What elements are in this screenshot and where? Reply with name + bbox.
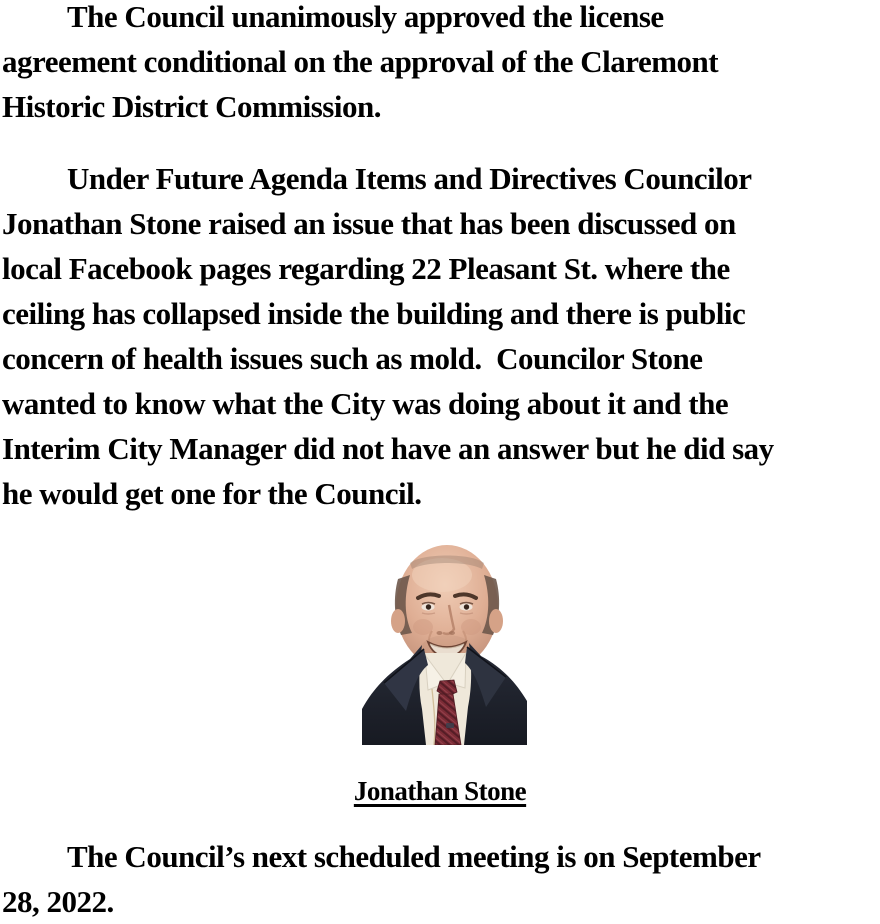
paragraph-next-meeting	[2, 834, 880, 924]
text-line: ceiling has collapsed inside the building and there is public	[2, 296, 746, 331]
photo-caption	[0, 774, 880, 808]
text-line: local Facebook pages regarding 22 Pleasant St. where the	[2, 251, 730, 286]
text-line: 28, 2022.	[2, 884, 114, 919]
paragraph-future-agenda	[2, 156, 880, 516]
text-line: wanted to know what the City was doing about it and the	[2, 386, 729, 421]
photo-caption-text: Jonathan Stone	[353, 776, 527, 806]
text-line: The Council’s next scheduled meeting is on September	[67, 839, 761, 874]
text-line: Historic District Commission.	[2, 89, 381, 124]
jonathan-stone-photo	[362, 537, 527, 745]
text-line: Jonathan Stone raised an issue that has been discussed on	[2, 206, 736, 241]
text-line: concern of health issues such as mold. Councilor Stone	[2, 341, 703, 376]
text-line: The Council unanimously approved the license	[67, 0, 664, 34]
jonathan-stone-figure	[362, 537, 527, 745]
text-line: Under Future Agenda Items and Directives Councilor	[67, 161, 752, 196]
text-line: Interim City Manager did not have an answer but he did say	[2, 431, 774, 466]
paragraph-council-approval	[2, 0, 880, 129]
text-line: he would get one for the Council.	[2, 476, 422, 511]
text-line: agreement conditional on the approval of the Claremont	[2, 44, 719, 79]
